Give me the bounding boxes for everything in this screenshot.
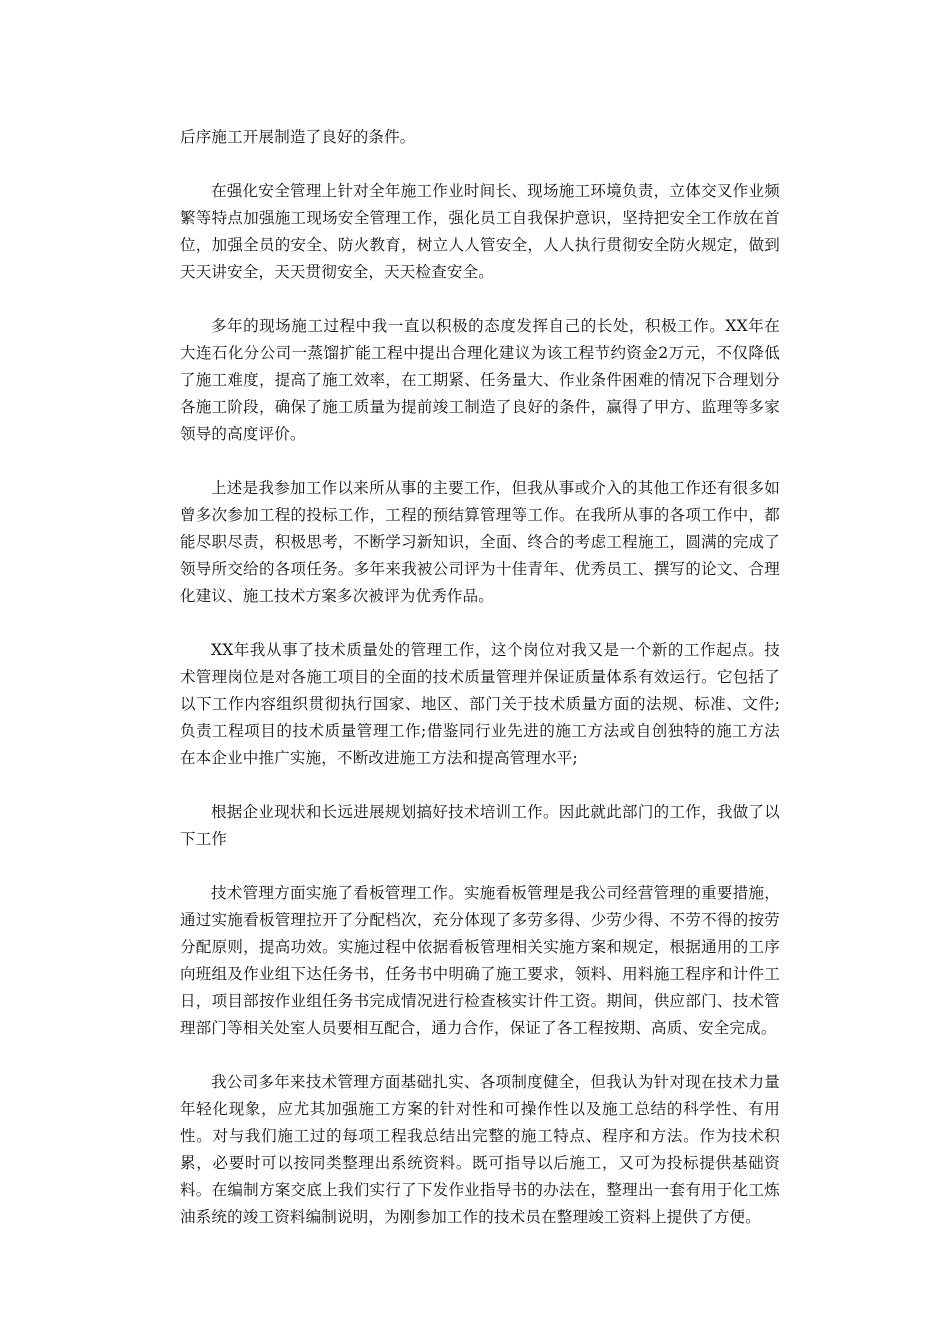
paragraph-training: 根据企业现状和长远进展规划搞好技术培训工作。因此就此部门的工作，我做了以下工作 <box>180 803 780 848</box>
paragraph-technical-quality: XX年我从事了技术质量处的管理工作，这个岗位对我又是一个新的工作起点。技术管理岗位是对各施工项目的全面的技术质量管理并保证质量体系有效运行。它包括了以下工作内容组织贯彻执行国家、地区、部门关于技术质量方面的法规、标准、文件;负责工程项目的技术质量管理工作;借鉴同行业先进的施工方法或自创独特的施工方法在本企业中推广实施，不断改进施工方法和提高管理水平; <box>180 641 780 767</box>
document-body <box>180 124 780 1258</box>
paragraph-site-construction: 多年的现场施工过程中我一直以积极的态度发挥自己的长处，积极工作。XX年在大连石化分公司一蒸馏扩能工程中提出合理化建议为该工程节约资金2万元，不仅降低了施工难度，提高了施工效率，在工期紧、任务量大、作业条件困难的情况下合理划分各施工阶段，确保了施工质量为提前竣工制造了良好的条件，赢得了甲方、监理等多家领导的高度评价。 <box>180 317 780 443</box>
paragraph-safety-management: 在强化安全管理上针对全年施工作业时间长、现场施工环境负责，立体交叉作业频繁等特点加强施工现场安全管理工作，强化员工自我保护意识，坚持把安全工作放在首位，加强全员的安全、防火教育，树立人人管安全，人人执行贯彻安全防火规定，做到天天讲安全，天天贯彻安全，天天检查安全。 <box>180 182 780 281</box>
paragraph-kanban-management: 技术管理方面实施了看板管理工作。实施看板管理是我公司经营管理的重要措施，通过实施看板管理拉开了分配档次，充分体现了多劳多得、少劳少得、不劳不得的按劳分配原则，提高功效。实施过程中依据看板管理相关实施方案和规定，根据通用的工序向班组及作业组下达任务书，任务书中明确了施工要求，领料、用料施工程序和计件工日，项目部按作业组任务书完成情况进行检查核实计件工资。期间，供应部门、技术管理部门等相关处室人员要相互配合，通力合作，保证了各工程按期、高质、安全完成。 <box>180 884 780 1037</box>
paragraph-other-work: 上述是我参加工作以来所从事的主要工作，但我从事或介入的其他工作还有很多如曾多次参加工程的投标工作，工程的预结算管理等工作。在我所从事的各项工作中，都能尽职尽责，积极思考，不断学习新知识，全面、终合的考虑工程施工，圆满的完成了领导所交给的各项任务。多年来我被公司评为十佳青年、优秀员工、撰写的论文、合理化建议、施工技术方案多次被评为优秀作品。 <box>180 479 780 605</box>
paragraph-technical-foundation: 我公司多年来技术管理方面基础扎实、各项制度健全，但我认为针对现在技术力量年轻化现象，应尤其加强施工方案的针对性和可操作性以及施工总结的科学性、有用性。对与我们施工过的每项工程我总结出完整的施工特点、程序和方法。作为技术积累，必要时可以按同类整理出系统资料。既可指导以后施工，又可为投标提供基础资料。在编制方案交底上我们实行了下发作业指导书的办法在，整理出一套有用于化工炼油系统的竣工资料编制说明，为刚参加工作的技术员在整理竣工资料上提供了方便。 <box>180 1073 780 1226</box>
paragraph-continuation: 后序施工开展制造了良好的条件。 <box>180 128 416 146</box>
